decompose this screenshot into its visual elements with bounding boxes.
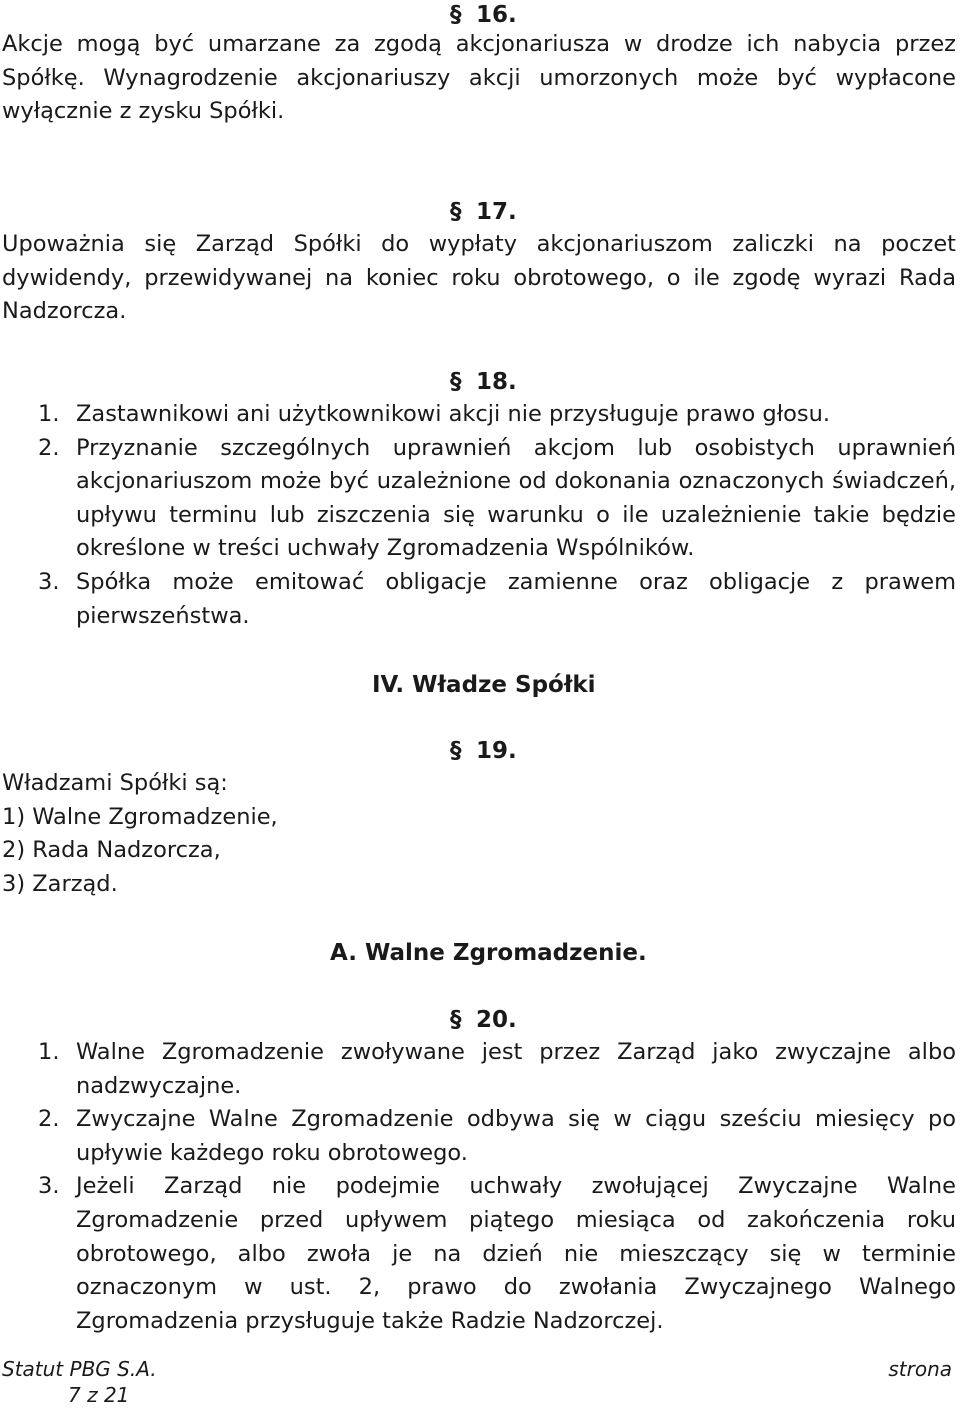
list-item <box>2 1170 956 1338</box>
item-text: Zastawnikowi ani użytkownikowi akcji nie przysługuje prawo głosu. <box>76 401 831 427</box>
section-mark: § <box>450 738 462 764</box>
item-number: 3. <box>38 568 60 595</box>
item-text: Spółka może emitować obligacje zamienne oraz obligacje z prawem pierwszeństwa. <box>76 568 956 629</box>
section-mark: § <box>450 369 462 395</box>
chapter-heading: IV. Władze Spółki <box>372 672 596 698</box>
section-16-number: 16. <box>476 2 517 28</box>
item-text: Jeżeli Zarząd nie podejmie uchwały zwołującej Zwyczajne Walne Zgromadzenie przed upływem piątego miesiąca od zakończenia roku obrotowego, albo zwoła je na dzień nie mieszczący się w terminie oznaczonym w ust. 2, prawo do zwołania Zwyczajnego Walnego Zgromadzenia przysługuje także Radzie Nadzorczej. <box>76 1173 956 1334</box>
footer-page-number: 7 z 21 <box>68 1383 130 1407</box>
list-item: 2) Rada Nadzorcza, <box>2 837 221 864</box>
section-16-heading <box>450 0 517 30</box>
item-text: Zwyczajne Walne Zgromadzenie odbywa się w ciągu sześciu miesięcy po upływie każdego roku obrotowego. <box>76 1106 956 1166</box>
section-19-number: 19. <box>476 738 517 764</box>
section-17-heading <box>450 197 517 227</box>
item-number: 1. <box>38 401 60 427</box>
item-number: 2. <box>38 1106 60 1133</box>
list-item <box>2 566 956 633</box>
item-number: 2. <box>38 434 60 461</box>
list-item: 1) Walne Zgromadzenie, <box>2 803 278 830</box>
list-item <box>2 398 956 432</box>
section-19-heading <box>450 736 517 766</box>
section-18-number: 18. <box>476 369 517 395</box>
section-20-number: 20. <box>476 1007 517 1033</box>
section-18-heading <box>450 367 517 397</box>
section-mark: § <box>450 199 462 225</box>
list-item <box>2 1103 956 1170</box>
item-text: Walne Zgromadzenie zwoływane jest przez Zarząd jako zwyczajne albo nadzwyczajne. <box>76 1039 956 1099</box>
part-heading: A. Walne Zgromadzenie. <box>330 940 647 966</box>
section-19-list <box>2 767 278 901</box>
list-item <box>2 432 956 566</box>
item-number: 1. <box>38 1039 60 1065</box>
footer-page-label: strona <box>888 1357 952 1381</box>
section-mark: § <box>450 2 462 28</box>
section-17-text: Upoważnia się Zarząd Spółki do wypłaty akcjonariuszom zaliczki na poczet dywidendy, przewidywanej na koniec roku obrotowego, o ile zgodę wyrazi Rada Nadzorcza. <box>2 231 956 325</box>
item-number: 3. <box>38 1173 60 1200</box>
footer-title: Statut PBG S.A. <box>2 1357 157 1381</box>
section-20-list <box>2 1036 956 1338</box>
section-mark: § <box>450 1007 462 1033</box>
item-text: Przyznanie szczególnych uprawnień akcjom lub osobistych uprawnień akcjonariuszom może być uzależnione od dokonania oznaczonych świadczeń, upływu terminu lub ziszczenia się warunku o ile uzależnienie takie będzie określone w treści uchwały Zgromadzenia Wspólników. <box>76 434 956 562</box>
section-16-text: Akcje mogą być umarzane za zgodą akcjonariusza w drodze ich nabycia przez Spółkę. Wynagrodzenie akcjonariuszy akcji umorzonych może być wypłacone wyłącznie z zysku Spółki. <box>2 31 956 125</box>
section-20-heading <box>450 1005 517 1035</box>
list-item: 3) Zarząd. <box>2 870 118 897</box>
section-18-list <box>2 398 956 633</box>
section-17-number: 17. <box>476 199 517 225</box>
section-19-intro: Władzami Spółki są: <box>2 770 228 796</box>
list-item <box>2 1036 956 1103</box>
